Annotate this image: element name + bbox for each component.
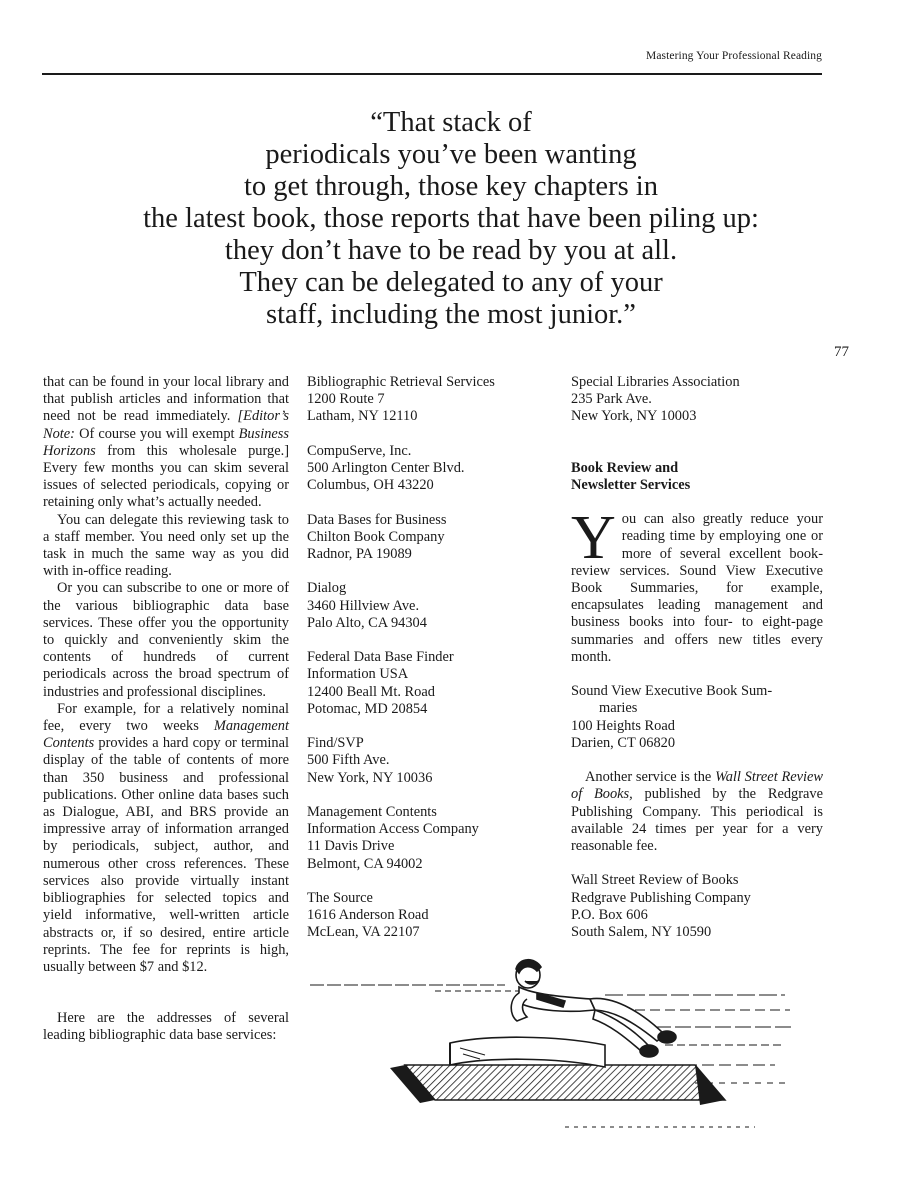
service-title: Management Contents [43,718,289,752]
address-line: 100 Heights Road [571,717,675,734]
address-line: Federal Data Base Finder [307,649,454,666]
address-line: 12400 Beall Mt. Road [307,683,435,700]
paragraph: Or you can subscribe to one or more of the various bibliographic data base services. These offer you the opportunity to quickly and conveniently skim the contents of hundreds of current periodicals across the broad spectrum of industries and professional disciplines. [43,580,289,700]
journal-title: Business Horizons [43,425,289,459]
address-line: 3460 Hillview Ave. [307,597,420,614]
address-line: Data Bases for Business [307,511,447,528]
text-run: published by the Redgrave Publishing Company. This periodical is available 24 times per year for a very reasonable fee. [571,786,824,855]
drop-cap: Y [571,504,616,573]
address-line: 11 Davis Drive [307,838,395,855]
pull-quote-line: they don’t have to be read by you at all. [224,235,678,266]
column-1 [43,374,289,1045]
pull-quote-line: to get through, those key chapters in [244,171,658,202]
pull-quote-line: the latest book, those reports that have been piling up: [143,203,759,234]
paragraph [571,504,823,666]
pull-quote [40,107,862,331]
address-line: The Source [307,889,373,906]
address-line: Find/SVP [307,735,364,752]
paragraph [571,769,823,855]
address-line: Palo Alto, CA 94304 [307,614,427,631]
address-line: Radnor, PA 19089 [307,546,412,562]
running-head: Mastering Your Professional Reading [646,50,822,62]
address-block [307,735,542,787]
address-block [571,683,823,752]
pull-quote-line: They can be delegated to any of your [239,267,663,298]
paragraph: You can delegate this reviewing task to a staff member. You need only set up the task in much the same way as you did with in-office reading. [43,511,289,580]
address-block [307,890,542,942]
address-line: 500 Fifth Ave. [307,752,390,769]
section-heading [571,460,823,494]
address-line: Potomac, MD 20854 [307,700,428,717]
address-line: Information USA [307,666,409,683]
address-line: Information Access Company [307,821,479,838]
address-line: Columbus, OH 43220 [307,477,434,494]
pull-quote-line: staff, including the most junior.” [266,299,636,330]
text-run: Another service is the [585,769,716,786]
paragraph [43,374,289,512]
text-run: that can be found in your local library and that publish articles and information that need not be read immediately. [43,374,289,425]
address-line: Management Contents [307,803,437,820]
man-relaxing-on-book-icon [305,955,805,1135]
pull-quote-line: “That stack of [370,107,532,138]
address-line: Special Libraries Association [571,374,740,390]
address-line: Latham, NY 12110 [307,408,418,425]
address-line: Belmont, CA 94002 [307,855,423,872]
address-block [571,374,823,426]
text-run: ou can also greatly reduce your reading time by employing one or more of several excellent book-review services. Sound View Executive Book Summaries, for example, encapsulates leading management and business books into four- to eight-page summaries and offers new titles every month. [571,511,823,665]
address-line: Bibliographic Retrieval Services [307,374,495,390]
heading-line: Book Review and [571,459,679,476]
address-line: Wall Street Review of Books [571,872,739,889]
address-block [307,649,542,718]
text-run: provides a hard copy or terminal display of the table of contents of more than 350 business and professional publications. Other online data bases such as Dialogue, ABI, and BRS provide an impressive array of information arranged by periodicals, subject, author, and numerous other cross references. These services also provide virtually instant bibliographies for selected topics and yield informative, well-written article abstracts or, if so desired, entire article reprints. The fee for reprints is high, usually between $7 and $12. [43,735,289,975]
editor-note-label: [Editor’s Note: [43,408,289,442]
text-run: For example, for a relatively nominal fee, every two weeks [43,700,289,735]
address-block [307,804,542,873]
address-line: 500 Arlington Center Blvd. [307,460,465,476]
header-rule [42,73,822,75]
address-line: McLean, VA 22107 [307,924,420,941]
column-3 [571,374,823,958]
page-number: 77 [834,344,849,360]
address-line: CompuServe, Inc. [307,442,412,459]
address-line: 235 Park Ave. [571,391,652,408]
address-line: New York, NY 10036 [307,769,433,786]
address-line: Darien, CT 06820 [571,734,676,751]
text-run: from this wholesale purge.] Every few months you can skim several issues of selected periodicals, copying or retaining only what’s actually needed. [43,442,289,511]
address-block [307,443,542,495]
address-line: maries [599,700,638,717]
heading-line: Newsletter Services [571,476,691,493]
address-line: Sound View Executive Book Sum- [571,683,773,700]
paragraph [43,701,289,976]
column-2-address-list [307,374,542,959]
address-line: 1200 Route 7 [307,391,385,408]
address-block [571,872,823,941]
address-line: Chilton Book Company [307,528,445,545]
address-line: P.O. Box 606 [571,906,648,923]
address-block [307,374,542,426]
pull-quote-line: periodicals you’ve been wanting [265,139,637,170]
service-title: Wall Street Review of Books, [571,769,823,803]
address-line: Dialog [307,580,347,597]
address-line: South Salem, NY 10590 [571,924,712,941]
text-run: Of course you will exempt [74,425,239,442]
address-block [307,512,542,564]
address-line: New York, NY 10003 [571,408,697,425]
address-line: 1616 Anderson Road [307,907,429,924]
paragraph: Here are the addresses of several leading bibliographic data base services: [43,1010,289,1044]
address-block [307,580,542,632]
address-line: Redgrave Publishing Company [571,889,751,906]
